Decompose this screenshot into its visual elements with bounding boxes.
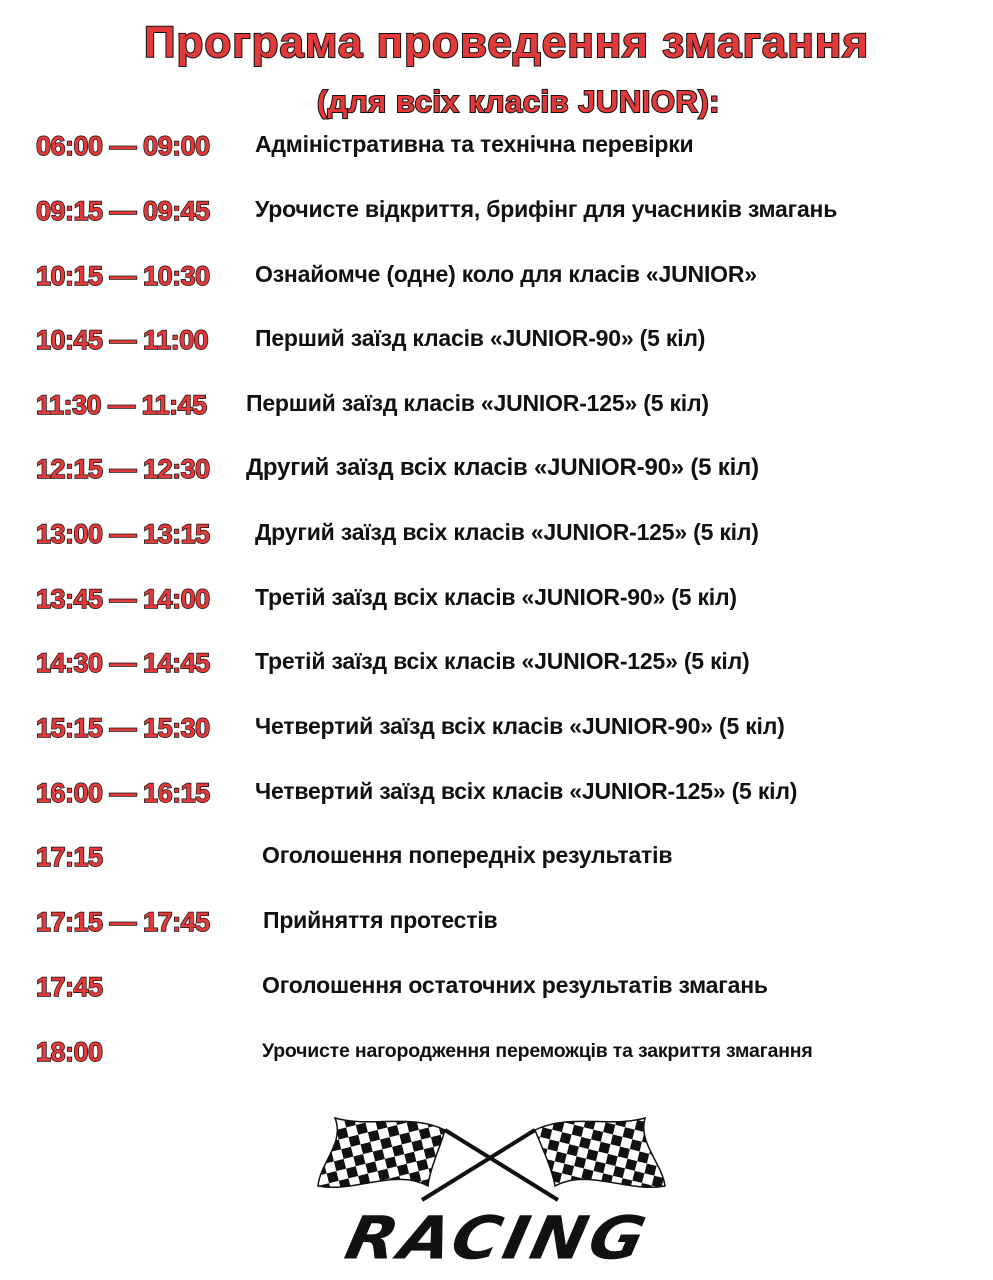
- schedule-time: 11:30 — 11:45: [36, 390, 207, 420]
- schedule-event: Четвертий заїзд всіх класів «JUNIOR-90» (5 кіл): [255, 713, 785, 739]
- schedule-row: [0, 713, 993, 753]
- schedule-time: 17:15 — 17:45: [36, 907, 210, 937]
- schedule-event: Перший заїзд класів «JUNIOR-90» (5 кіл): [255, 325, 706, 351]
- schedule-time: 09:15 — 09:45: [36, 196, 210, 226]
- schedule-time: 17:45: [36, 972, 103, 1002]
- schedule-event: Перший заїзд класів «JUNIOR-125» (5 кіл): [246, 390, 709, 416]
- schedule-event: Ознайомче (одне) коло для класів «JUNIOR»: [255, 261, 757, 287]
- schedule-time: 10:45 — 11:00: [36, 325, 209, 355]
- schedule-row: [0, 972, 993, 1012]
- schedule-row: [0, 325, 993, 365]
- schedule-event: Урочисте нагородження переможців та закриття змагання: [262, 1040, 813, 1062]
- schedule-event: Другий заїзд всіх класів «JUNIOR-90» (5 кіл): [246, 454, 759, 481]
- schedule-row: [0, 390, 993, 430]
- schedule-time: 10:15 — 10:30: [36, 261, 210, 291]
- schedule-event: Другий заїзд всіх класів «JUNIOR-125» (5 кіл): [255, 519, 759, 545]
- schedule-event: Адміністративна та технічна перевірки: [255, 131, 694, 157]
- schedule-time: 16:00 — 16:15: [36, 778, 210, 808]
- schedule-event: Урочисте відкриття, брифінг для учасників змагань: [255, 196, 838, 222]
- schedule-time: 13:45 — 14:00: [36, 584, 210, 614]
- schedule-event: Третій заїзд всіх класів «JUNIOR-90» (5 кіл): [255, 584, 737, 610]
- schedule-row: [0, 648, 993, 688]
- schedule-row: [0, 519, 993, 559]
- schedule-event: Оголошення остаточних результатів змагань: [262, 972, 768, 998]
- schedule-time: 13:00 — 13:15: [36, 519, 210, 549]
- page-title: Програма проведення змагання: [143, 18, 870, 67]
- schedule-row: [0, 842, 993, 882]
- schedule-time: 12:15 — 12:30: [36, 454, 210, 484]
- schedule-time: 15:15 — 15:30: [36, 713, 210, 743]
- schedule-event: Третій заїзд всіх класів «JUNIOR-125» (5 кіл): [255, 648, 750, 674]
- schedule-row: [0, 907, 993, 947]
- schedule-time: 06:00 — 09:00: [36, 131, 210, 161]
- schedule-event: Четвертий заїзд всіх класів «JUNIOR-125» (5 кіл): [255, 778, 798, 804]
- schedule-row: [0, 454, 993, 494]
- racing-logo-text: RACING: [339, 1203, 655, 1274]
- schedule-row: [0, 778, 993, 818]
- racing-logo: [300, 1108, 700, 1273]
- schedule-row: [0, 261, 993, 301]
- schedule-row: [0, 1037, 993, 1077]
- schedule-row: [0, 131, 993, 171]
- schedule-time: 17:15: [36, 842, 103, 872]
- schedule-time: 18:00: [36, 1037, 103, 1067]
- schedule-time: 14:30 — 14:45: [36, 648, 210, 678]
- schedule-row: [0, 584, 993, 624]
- schedule-row: [0, 196, 993, 236]
- schedule-event: Оголошення попередніх результатів: [262, 842, 673, 868]
- page-subtitle: (для всіх класів JUNIOR):: [316, 84, 720, 119]
- schedule-event: Прийняття протестів: [263, 907, 498, 933]
